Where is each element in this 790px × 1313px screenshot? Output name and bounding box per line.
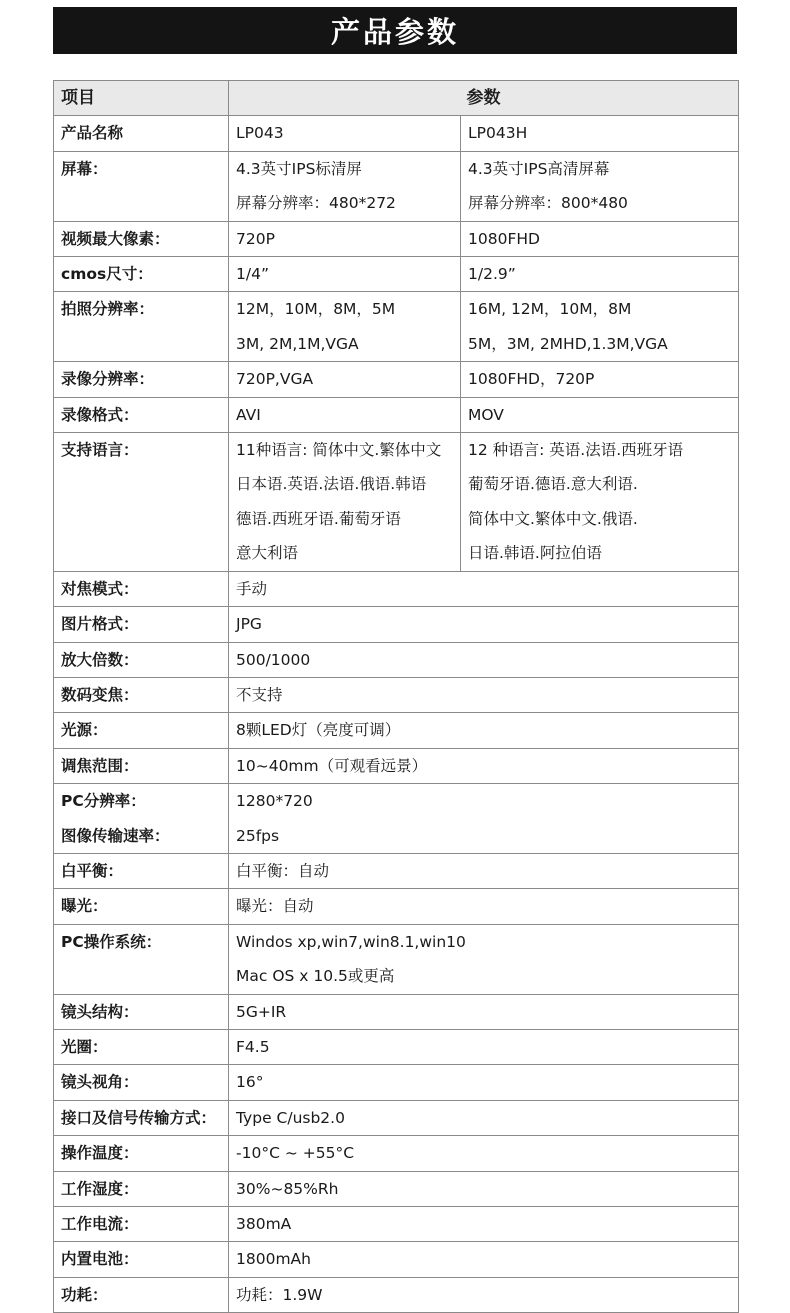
value-lp043h bbox=[461, 433, 739, 572]
value-lp043h bbox=[461, 116, 739, 151]
value-lp043h bbox=[461, 362, 739, 397]
row-label-line: PC操作系统： bbox=[61, 932, 162, 951]
table-row bbox=[54, 607, 739, 642]
value-lp043-line: 日本语.英语.法语.俄语.韩语 bbox=[236, 475, 427, 494]
row-label-line: 调焦范围： bbox=[61, 756, 139, 775]
value-lp043h bbox=[461, 151, 739, 221]
row-label bbox=[54, 607, 229, 642]
value-lp043-line: AVI bbox=[236, 405, 261, 424]
row-label-line: 白平衡： bbox=[61, 861, 124, 880]
value-lp043 bbox=[229, 433, 461, 572]
row-value-line: 8颗LED灯（亮度可调） bbox=[236, 721, 401, 740]
row-label bbox=[54, 1100, 229, 1135]
value-lp043h-line: 5M，3M, 2MHD,1.3M,VGA bbox=[468, 334, 668, 353]
row-label-line: 内置电池： bbox=[61, 1250, 139, 1269]
row-label bbox=[54, 748, 229, 783]
row-label: 产品名称 bbox=[54, 116, 229, 151]
table-row bbox=[54, 642, 739, 677]
row-label-line: 光圈： bbox=[61, 1037, 108, 1056]
row-value bbox=[229, 677, 739, 712]
table-row bbox=[54, 994, 739, 1029]
row-label bbox=[54, 1207, 229, 1242]
row-value bbox=[229, 1171, 739, 1206]
table-row bbox=[54, 151, 739, 221]
value-lp043-line: 1/4” bbox=[236, 265, 269, 284]
row-label bbox=[54, 994, 229, 1029]
value-lp043h-line: 1080FHD bbox=[468, 229, 540, 248]
table-row bbox=[54, 221, 739, 256]
row-label-line: 工作湿度： bbox=[61, 1179, 139, 1198]
row-label bbox=[54, 924, 229, 994]
value-lp043h-line: 12 种语言: 英语.法语.西班牙语 bbox=[468, 441, 684, 460]
table-row bbox=[54, 292, 739, 362]
row-label-line: 图像传输速率： bbox=[61, 826, 170, 845]
row-label-line: 镜头视角： bbox=[61, 1073, 139, 1092]
row-label bbox=[54, 1242, 229, 1277]
row-label-line: 对焦模式： bbox=[61, 579, 139, 598]
row-value-line: 1800mAh bbox=[236, 1250, 311, 1269]
row-label: 视频最大像素： bbox=[54, 221, 229, 256]
row-label: 录像格式： bbox=[54, 397, 229, 432]
row-label-line: 接口及信号传输方式： bbox=[61, 1108, 217, 1127]
table-row bbox=[54, 853, 739, 888]
row-value-line: 曝光：自动 bbox=[236, 897, 314, 916]
value-lp043h-line: 葡萄牙语.德语.意大利语. bbox=[468, 475, 638, 494]
row-value-line: 380mA bbox=[236, 1215, 292, 1233]
table-header-row bbox=[54, 81, 739, 116]
table-row bbox=[54, 784, 739, 854]
value-lp043 bbox=[229, 221, 461, 256]
row-value-line: 25fps bbox=[236, 826, 280, 845]
row-label bbox=[54, 1029, 229, 1064]
row-value-line: 1280*720 bbox=[236, 792, 313, 811]
table-row bbox=[54, 571, 739, 606]
value-lp043-line: 4.3英寸IPS标清屏 bbox=[236, 159, 362, 178]
row-value-line: 500/1000 bbox=[236, 650, 311, 669]
row-value bbox=[229, 713, 739, 748]
table-row bbox=[54, 362, 739, 397]
value-lp043h bbox=[461, 257, 739, 292]
row-value-line: Type C/usb2.0 bbox=[236, 1108, 345, 1127]
value-lp043 bbox=[229, 397, 461, 432]
value-lp043h-line: LP043H bbox=[468, 124, 528, 143]
value-lp043h-line: 1080FHD，720P bbox=[468, 370, 595, 389]
value-lp043h-line: 4.3英寸IPS高清屏幕 bbox=[468, 159, 610, 178]
row-label bbox=[54, 1171, 229, 1206]
value-lp043-line: 屏幕分辨率：480*272 bbox=[236, 194, 396, 213]
row-value bbox=[229, 748, 739, 783]
row-value bbox=[229, 1100, 739, 1135]
row-label-line: 镜头结构： bbox=[61, 1002, 139, 1021]
row-value-line: JPG bbox=[236, 615, 262, 634]
row-value-line: Windos xp,win7,win8.1,win10 bbox=[236, 932, 466, 951]
row-label bbox=[54, 889, 229, 924]
table-row bbox=[54, 1242, 739, 1277]
value-lp043-line: LP043 bbox=[236, 124, 284, 143]
value-lp043-line: 12M，10M，8M，5M bbox=[236, 300, 396, 319]
table-row bbox=[54, 257, 739, 292]
row-label-line: 放大倍数： bbox=[61, 650, 139, 669]
row-label bbox=[54, 713, 229, 748]
table-row bbox=[54, 677, 739, 712]
table-row bbox=[54, 433, 739, 572]
value-lp043h-line: 简体中文.繁体中文.俄语. bbox=[468, 509, 638, 528]
row-value-line: 30%~85%Rh bbox=[236, 1179, 339, 1198]
row-value bbox=[229, 853, 739, 888]
row-value-line: F4.5 bbox=[236, 1037, 270, 1056]
row-label-line: 操作温度： bbox=[61, 1144, 139, 1163]
row-value-line: Mac OS x 10.5或更高 bbox=[236, 967, 395, 986]
spec-table bbox=[53, 80, 739, 1313]
header-item: 项目 bbox=[54, 81, 229, 116]
row-value-line: 16° bbox=[236, 1073, 264, 1092]
value-lp043h-line: 屏幕分辨率：800*480 bbox=[468, 194, 628, 213]
table-row bbox=[54, 1136, 739, 1171]
value-lp043h bbox=[461, 221, 739, 256]
value-lp043-line: 意大利语 bbox=[236, 544, 299, 563]
value-lp043h-line: 日语.韩语.阿拉伯语 bbox=[468, 544, 602, 563]
row-label bbox=[54, 642, 229, 677]
value-lp043 bbox=[229, 362, 461, 397]
table-row bbox=[54, 713, 739, 748]
table-row bbox=[54, 397, 739, 432]
row-value bbox=[229, 994, 739, 1029]
value-lp043h-line: 16M, 12M，10M，8M bbox=[468, 300, 632, 319]
table-row bbox=[54, 1065, 739, 1100]
row-label-line: 功耗： bbox=[61, 1285, 108, 1304]
row-label bbox=[54, 1065, 229, 1100]
table-row bbox=[54, 116, 739, 151]
row-label-line: 数码变焦： bbox=[61, 685, 139, 704]
table-row bbox=[54, 1100, 739, 1135]
value-lp043h bbox=[461, 292, 739, 362]
row-value bbox=[229, 1207, 739, 1242]
value-lp043 bbox=[229, 292, 461, 362]
table-row bbox=[54, 748, 739, 783]
row-label: 拍照分辨率： bbox=[54, 292, 229, 362]
table-row bbox=[54, 1029, 739, 1064]
value-lp043 bbox=[229, 151, 461, 221]
row-value bbox=[229, 1029, 739, 1064]
row-value bbox=[229, 1242, 739, 1277]
value-lp043-line: 720P bbox=[236, 229, 275, 248]
row-value-line: 5G+IR bbox=[236, 1002, 287, 1021]
row-value bbox=[229, 642, 739, 677]
row-label bbox=[54, 571, 229, 606]
table-row bbox=[54, 889, 739, 924]
row-value bbox=[229, 607, 739, 642]
row-value-line: 手动 bbox=[236, 579, 268, 598]
table-row bbox=[54, 924, 739, 994]
page-title: 产品参数 bbox=[53, 7, 737, 54]
row-label: cmos尺寸： bbox=[54, 257, 229, 292]
row-label bbox=[54, 1136, 229, 1171]
row-value bbox=[229, 889, 739, 924]
row-value bbox=[229, 924, 739, 994]
table-row bbox=[54, 1207, 739, 1242]
row-value-line: -10°C ~ +55°C bbox=[236, 1144, 355, 1163]
row-label-line: 图片格式： bbox=[61, 615, 139, 634]
row-label-line: 光源： bbox=[61, 721, 108, 740]
row-label: 支持语言： bbox=[54, 433, 229, 572]
row-label: 屏幕： bbox=[54, 151, 229, 221]
value-lp043h bbox=[461, 397, 739, 432]
value-lp043 bbox=[229, 116, 461, 151]
row-value bbox=[229, 1136, 739, 1171]
value-lp043-line: 3M, 2M,1M,VGA bbox=[236, 334, 359, 353]
row-value-line: 功耗：1.9W bbox=[236, 1285, 323, 1304]
value-lp043-line: 720P,VGA bbox=[236, 370, 314, 389]
row-label bbox=[54, 853, 229, 888]
row-value-line: 10~40mm（可观看远景） bbox=[236, 756, 428, 775]
row-value bbox=[229, 1277, 739, 1312]
row-label: 录像分辨率： bbox=[54, 362, 229, 397]
row-value bbox=[229, 1065, 739, 1100]
value-lp043h-line: 1/2.9” bbox=[468, 265, 516, 284]
row-label bbox=[54, 677, 229, 712]
row-label-line: 工作电流： bbox=[61, 1215, 139, 1233]
row-value bbox=[229, 784, 739, 854]
value-lp043 bbox=[229, 257, 461, 292]
row-label-line: PC分辨率： bbox=[61, 792, 146, 811]
row-value bbox=[229, 571, 739, 606]
row-value-line: 白平衡：自动 bbox=[236, 861, 330, 880]
row-value-line: 不支持 bbox=[236, 685, 283, 704]
header-param: 参数 bbox=[229, 81, 739, 116]
value-lp043-line: 11种语言: 简体中文.繁体中文 bbox=[236, 441, 442, 460]
value-lp043-line: 德语.西班牙语.葡萄牙语 bbox=[236, 509, 401, 528]
value-lp043h-line: MOV bbox=[468, 405, 504, 424]
row-label-line: 曝光： bbox=[61, 897, 108, 916]
row-label bbox=[54, 784, 229, 854]
table-row bbox=[54, 1171, 739, 1206]
table-row bbox=[54, 1277, 739, 1312]
row-label bbox=[54, 1277, 229, 1312]
